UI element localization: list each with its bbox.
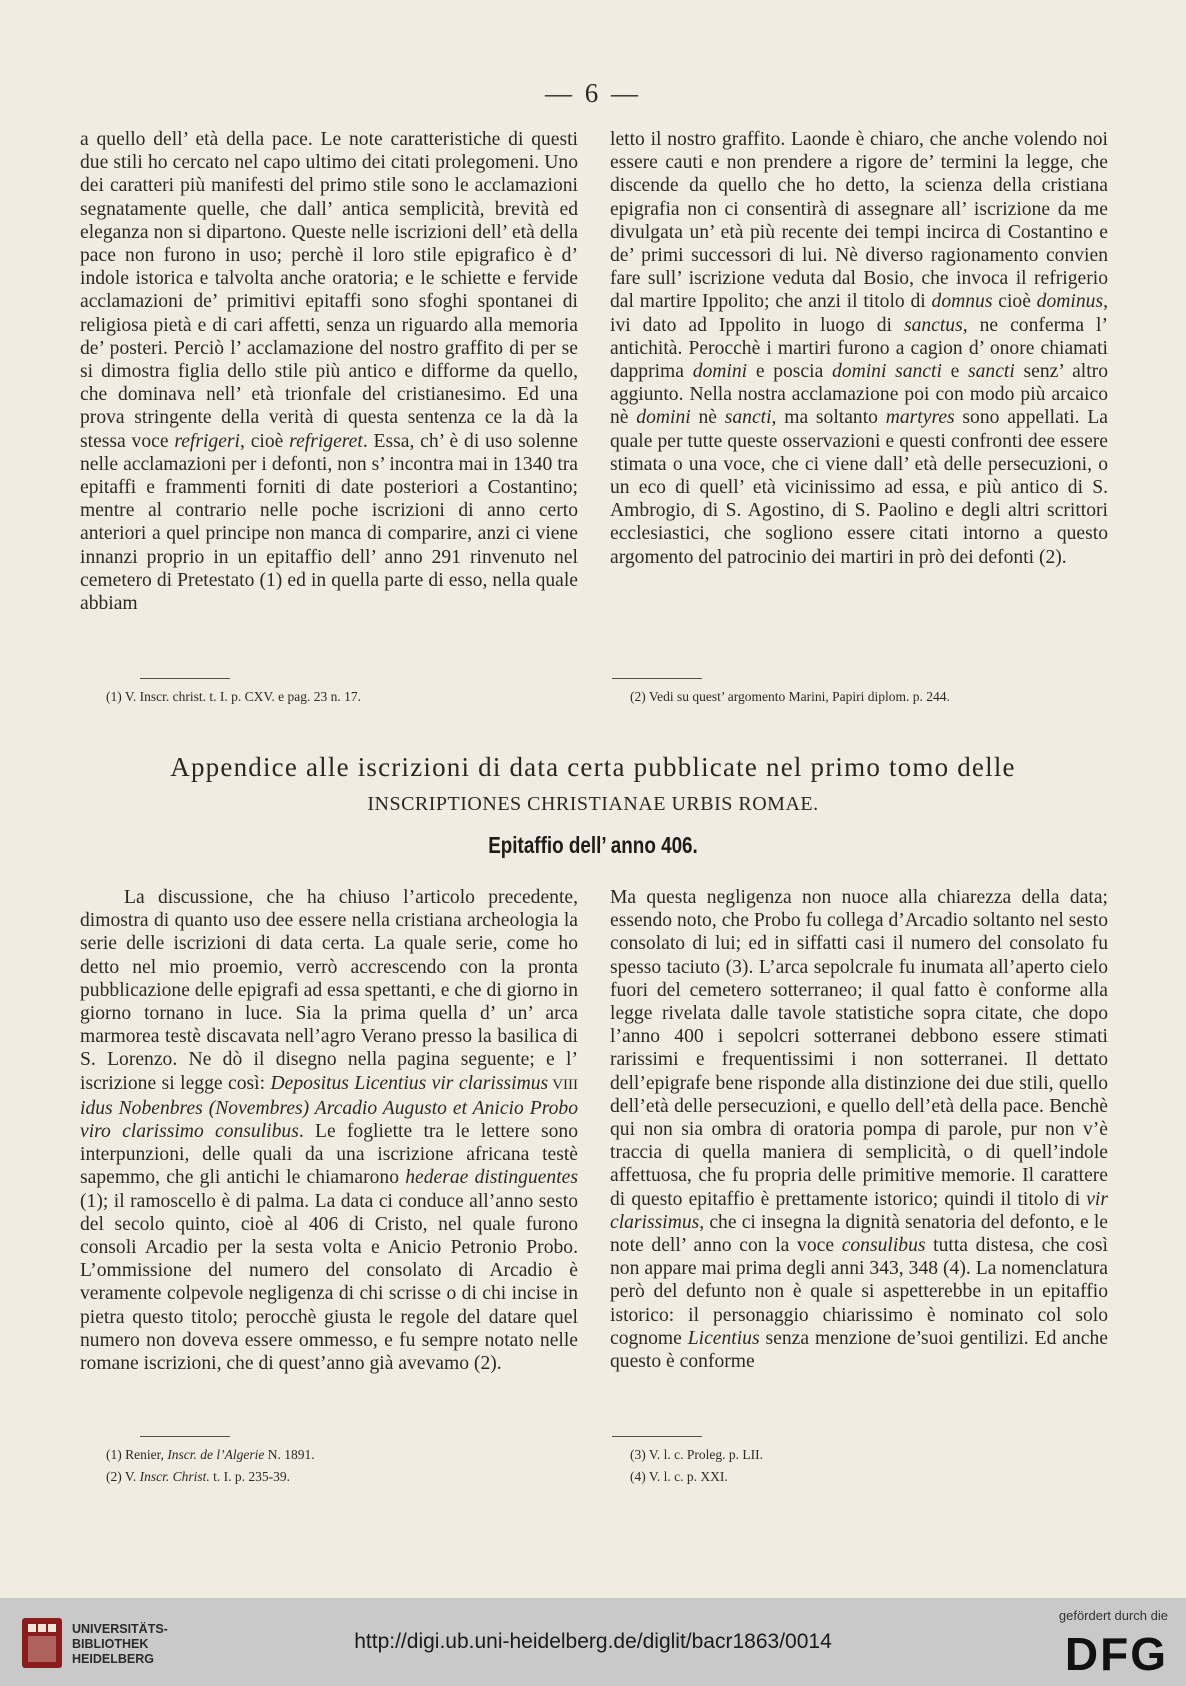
paragraph [610,886,1108,1373]
inscription-text: Depositus Licentius vir clarissimus [270,1072,549,1094]
text-column-bottom-right [610,886,1108,1373]
inscription-text: idus Nobenbres (Novembres) Arcadio Augusto et Anicio Probo viro clarissimo consulibus [80,1097,578,1143]
italic-term: hederae distinguentes [405,1167,578,1189]
italic-term: domini sancti [831,361,942,383]
text-run: cioè [992,291,1037,313]
text-run: . Le fogliette tra le lettere sono interpunzioni, delle quali da una iscrizione africana testè sapemmo, che gli antichi le chiamarono [80,1121,578,1189]
footnote-2: (2) Vedi su quest’ argomento Marini, Papiri diplom. p. 244. [630,689,950,704]
footnote-rule [140,1436,230,1437]
dfg-logo: DFG [1064,1628,1168,1680]
footnote-6: (4) V. l. c. p. XXI. [630,1469,728,1484]
source-url-link[interactable]: http://digi.ub.uni-heidelberg.de/diglit/bacr1863/0014 [354,1630,832,1653]
text-run: La discussione, che ha chiuso l’articolo precedente, dimostra di quanto uso dee essere nella cristiana archeologia la serie delle iscrizioni di data certa. La quale serie, come ho detto nel mio proemio, verrò accrescendo con la pronta pubblicazione delle epigrafi ad essa spettanti, e che di giorno in giorno tornano in luce. Sia la prima quella d’ un’ arca marmorea testè discavata nell’agro Verano presso la basilica di S. Lorenzo. Ne dò il disegno nella pagina seguente; e l’ iscrizione si legge così: [80,887,578,1094]
italic-term: sancti [724,407,772,429]
footnote-rule [612,678,702,679]
appendix-title: Appendice alle iscrizioni di data certa pubblicate nel primo tomo delle [170,752,1016,782]
footnote-1: (1) V. Inscr. christ. t. I. p. CXV. e pag. 23 n. 17. [106,689,361,704]
italic-term: vir clarissimus [610,1188,1108,1233]
text-run: letto il nostro graffito. Laonde è chiaro, che anche volendo noi essere cauti e non prendere a rigore de’ termini la legge, che discende da quello che ho detto, la scienza della cristiana epigrafia non ci consentirà di assegnare all’ iscrizione da me divulgata un’ età più recente dei tempi incirca di Costantino e de’ primi successori di lui. Nè diverso ragionamento convien fare sull’ iscrizione veduta dal Bosio, che invoca il refrigerio dal martire Ippolito; che anzi il titolo di [610,129,1108,313]
funding-caption: gefördert durch die [1058,1608,1168,1623]
text-column-top-right [610,128,1108,569]
text-run: tutta distesa, che così non appare mai prima degli anni 343, 348 (4). La nomenclatura però del defunto non è quale si aspetterebbe in un epitaffio istorico: il personaggio chiarissimo è nominato col solo cognome [610,1235,1108,1349]
text-run: VIII [548,1076,579,1093]
text-run: ne conferma l’ antichità. Perocchè i martiri furono a cagion d’ onore chiamati dapprima [610,314,1109,383]
text-run: , ma soltanto [771,407,886,429]
footer-bar [0,1598,1186,1686]
italic-term: Licentius [687,1327,760,1349]
text-run: , cioè [240,430,290,452]
text-run: nè [690,407,725,429]
library-name: UNIVERSITÄTS- BIBLIOTHEK HEIDELBERG [72,1622,168,1666]
appendix-subtitle: INSCRIPTIONES CHRISTIANAE URBIS ROMAE. [367,793,819,815]
text-run: , che ci insegna la dignità senatoria del defonto, e le note dell’ anno con la voce [610,1211,1108,1257]
text-run: senz’ altro aggiunto. Nella nostra acclamazione poi con modo più arcaico nè [610,361,1108,429]
footnote-5: (3) V. l. c. Proleg. p. LII. [630,1447,763,1462]
italic-term: refrigeret [289,430,363,452]
italic-term: domini [692,361,748,383]
section-heading: Epitaffio dell’ anno 406. [488,832,698,858]
text-run: . Essa, ch’ è di uso solenne nelle acclamazioni per i defonti, non s’ incontra mai in 1340 tra epitaffi e frammenti forniti di date posteriori a Costantino; mentre al contrario nelle poche iscrizioni di anno certo anteriori a quel principe non manca di comparire, anzi ci viene innanzi proprio in un epitaffio dell’ anno 291 rinvenuto nel cemetero di Pretestato (1) ed in quella parte di esso, nella quale abbiam [80,430,578,615]
italic-term: sancti [968,361,1015,383]
paragraph [80,128,578,615]
text-run: Ma questa negligenza non nuoce alla chiarezza della data; essendo noto, che Probo fu collega d’Arcadio soltanto nel sesto consolato di lui; ed in siffatti casi il numero del consolato fu spesso taciuto (3). L’arca sepolcrale fu inumata all’aperto cielo fuori del cemetero sotterraneo; il qual fatto è conforme alla legge rivelata dalle tavole statistiche sopra citate, che dopo l’anno 400 i sepolcri sotterranei debbono essere stimati rarissimi e frequentissimi i non sotterranei. Il dettato dell’epigrafe bene risponde alla distinzione dei due stili, quello dell’età delle persecuzioni, e quello dell’età della pace. Benchè qui non sia ombra di oratoria pompa di parole, pur non v’è traccia di quella maniera di semplicità, o di quell’indole affettuosa, che fu propria delle primitive memorie. Il carattere di questo epitaffio è prettamente istorico; quindi il titolo di [610,887,1108,1210]
text-column-bottom-left [80,886,578,1375]
italic-term: consulibus [841,1235,926,1257]
footnote-rule [140,678,230,679]
italic-term: sanctus, [903,314,968,336]
text-run: a quello dell’ età della pace. Le note caratteristiche di questi due stili ho cercato nel capo ultimo dei citati prolegomeni. Uno dei caratteri più manifesti del primo stile sono le acclamazioni segnatamente quelle, che dall’ antica semplicità, brevità ed eleganza non si dipartono. Queste nelle iscrizioni dell’ età della pace non furono in uso; perchè il loro stile epigrafico è d’ indole istorica e talvolta anche oratoria; e le schiette e fervide acclamazioni de’ primitivi epitaffi sono sfoghi spontanei di religiosa pietà e di cari affetti, senza un riguardo alla memoria de’ posteri. Perciò l’ acclamazione del nostro graffito di per se si dimostra figlia dello stile più antico e difforme da quello, che dominava nell’ età trionfale del cristianesimo. Ed una prova stringente della verità di questa sentenza ce la dà la stessa voce [80,129,578,452]
text-run: e [941,361,968,383]
italic-term: domini [636,407,691,429]
paragraph [610,128,1108,569]
italic-term: martyres [885,407,955,429]
italic-term: refrigeri [174,430,240,452]
footnote-4: (2) V. Inscr. Christ. t. I. p. 235-39. [106,1469,291,1484]
text-run: sono appellati. La quale per tutte queste osservazioni e questi confronti dee essere stimata o una voce, che ci viene dall’ età delle persecuzioni, o un eco di quell’ età vicinissimo ad essa, e più antico di S. Ambrogio, di S. Agostino, di S. Paolino e degli altri scrittori ecclesiastici, che sogliono essere citati intorno a questo argomento del patrocinio dei martiri in prò dei defonti (2). [610,407,1109,568]
italic-term: domnus [931,291,993,313]
text-run: e poscia [747,361,832,383]
page-number: — 6 — [545,78,641,108]
text-run: senza menzione de’suoi gentilizi. Ed anche questo è conforme [610,1327,1108,1373]
paragraph [80,886,578,1375]
footnote-rule [612,1436,702,1437]
text-run: , ivi dato ad Ippolito in luogo di [610,291,1108,336]
text-run: (1); il ramoscello è di palma. La data ci conduce all’anno sesto del secolo quinto, cioè al 406 di Cristo, nel quale furono consoli Arcadio per la sesta volta e Anicio Petronio Probo. L’ommissione del numero del consolato di Arcadio è veramente colpevole negligenza di chi scrisse o di chi incise in pietra questo titolo; perocchè giusta le regole del datare quel numero non doveva essere ommesso, e fu sempre notato nelle romane iscrizioni, che di quest’anno già avevamo (2). [80,1190,578,1375]
text-column-top-left [80,128,578,615]
italic-term: dominus [1036,291,1104,313]
footnote-3: (1) Renier, Inscr. de l’Algerie N. 1891. [106,1447,315,1462]
